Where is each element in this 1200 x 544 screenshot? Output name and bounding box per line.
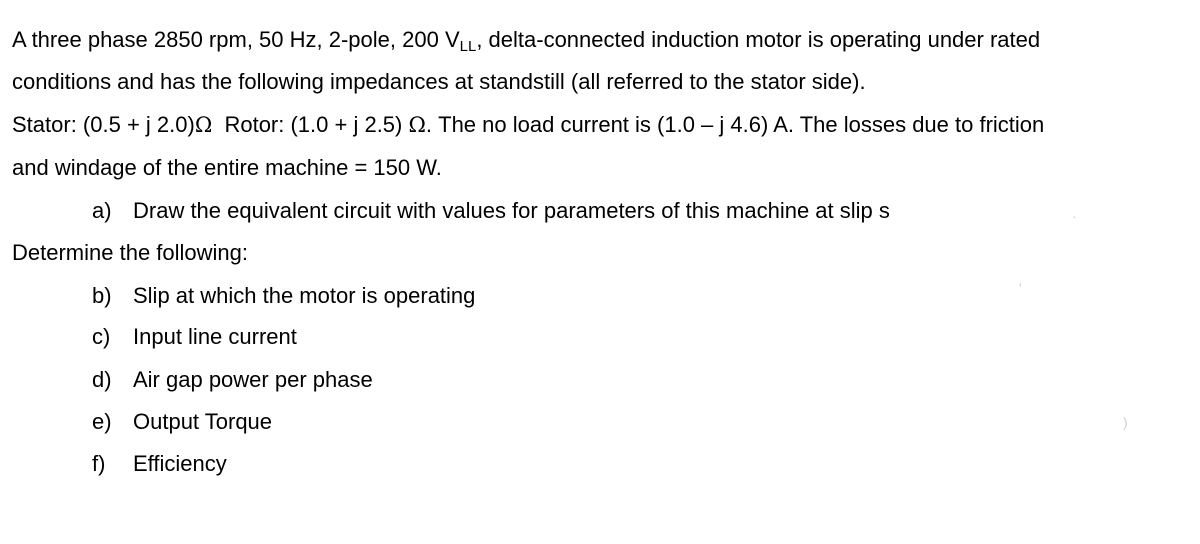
stator-impedance: Stator: (0.5 + j 2.0)	[12, 112, 195, 137]
list-item-text: Slip at which the motor is operating	[133, 283, 476, 308]
motor-spec-text: A three phase 2850 rpm, 50 Hz, 2-pole, 200 V	[12, 27, 460, 52]
ohm-symbol: Ω	[408, 113, 426, 137]
list-marker: d)	[92, 367, 112, 392]
list-item-text: Draw the equivalent circuit with values for parameters of this machine at slip s	[133, 198, 890, 223]
list-marker: c)	[92, 324, 111, 349]
list-item-text: Air gap power per phase	[133, 367, 373, 392]
scan-speck: ·	[1072, 208, 1077, 224]
list-marker: b)	[92, 283, 112, 308]
rotor-impedance: Rotor: (1.0 + j 2.5)	[212, 112, 409, 137]
paragraph-line-2: conditions and has the following impedances at standstill (all referred to the stator side).	[12, 69, 866, 94]
list-marker: a)	[92, 198, 112, 223]
voltage-subscript: LL	[459, 38, 477, 55]
list-item-text: Efficiency	[133, 451, 227, 476]
paragraph-line-4: and windage of the entire machine = 150 W.	[12, 155, 442, 180]
scan-speck: '	[1019, 280, 1022, 296]
scan-speck: )	[1123, 414, 1128, 430]
determine-heading: Determine the following:	[12, 240, 249, 265]
motor-spec-continuation: , delta-connected induction motor is operating under rated	[476, 27, 1041, 52]
no-load-current-text: . The no load current is (1.0 – j 4.6) A. The losses due to friction	[425, 112, 1045, 137]
ohm-symbol: Ω	[194, 113, 213, 137]
list-item-text: Output Torque	[133, 409, 273, 434]
list-marker: f)	[92, 451, 106, 476]
list-item-text: Input line current	[133, 324, 297, 349]
list-marker: e)	[92, 409, 112, 434]
paragraph-line-1	[12, 27, 1040, 53]
paragraph-line-3	[12, 112, 1044, 138]
